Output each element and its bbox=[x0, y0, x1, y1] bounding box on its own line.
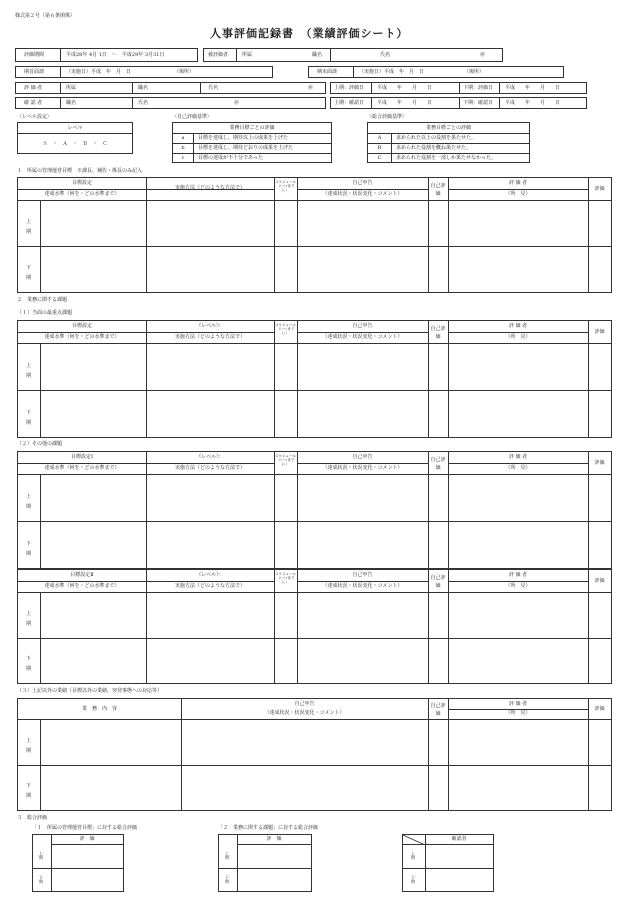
rating-header: 評価 bbox=[594, 578, 605, 584]
method-header: 実施方法（どのような方法で） bbox=[174, 185, 245, 191]
confirmer-box bbox=[15, 97, 326, 109]
other-task-2-table bbox=[17, 569, 612, 684]
first-half-label: 上期 bbox=[26, 610, 32, 627]
summary-2-caption: 「２ 業務に関する課題」に対する総合評価 bbox=[218, 825, 319, 831]
second-half-label: 下期 bbox=[26, 265, 32, 281]
goal-setting-header: 目標設定Ⅰ bbox=[71, 454, 93, 460]
section-2-heading: ２ 業務に関する課題 bbox=[17, 297, 68, 303]
achievement-header: 達成水準（何を・どの水準まで） bbox=[44, 465, 120, 471]
second-half-label: 下期 bbox=[26, 409, 32, 426]
work-content-header: 業 務 内 容 bbox=[81, 706, 117, 712]
opinion-header: （所 見） bbox=[505, 334, 531, 340]
method-header: 実施方法（どのような方法で） bbox=[174, 583, 245, 589]
summary-2-first-half: 上期 bbox=[225, 851, 229, 860]
section-2-2-heading: （２）その他の課題 bbox=[17, 441, 63, 447]
overall-criteria-grade: B bbox=[377, 145, 382, 151]
end-interview-label: 期末面談 bbox=[317, 69, 338, 75]
rating-header: 評価 bbox=[594, 186, 605, 192]
self-criteria-grade: b bbox=[181, 145, 185, 151]
evaluator-label: 評 価 者 bbox=[24, 85, 43, 91]
method-header: 実施方法（どのような方法で） bbox=[174, 465, 245, 471]
first-eval-date-value: 平成 年 月 日 bbox=[377, 85, 433, 91]
evaluator-job-title: 職名 bbox=[138, 85, 149, 91]
opinion-header: （所 見） bbox=[505, 583, 531, 589]
section-3-heading: ３ 総合評価 bbox=[17, 815, 48, 821]
evaluator-box bbox=[15, 82, 326, 94]
evaluator-seal: ㊞ bbox=[308, 85, 314, 91]
second-eval-date-label: 下期：評価日 bbox=[463, 85, 494, 91]
self-report-sub-header: （達成状況・状況変化・コメント） bbox=[264, 710, 345, 716]
second-half-label: 下期 bbox=[26, 656, 32, 673]
opinion-header: （所 見） bbox=[505, 465, 531, 471]
self-report-sub-header: （達成状況・状況変化・コメント） bbox=[322, 465, 403, 471]
self-criteria-header: 業務目標ごとの評価 bbox=[229, 125, 275, 131]
evaluator-header: 評 価 者 bbox=[508, 572, 528, 578]
section-2-3-heading: （３）上記以外の業績（目標以外の業績、突発事態への対応等） bbox=[17, 688, 163, 694]
confirmer-seal: ㊞ bbox=[234, 100, 240, 106]
overall-criteria-header: 業務目標ごとの評価 bbox=[425, 125, 471, 131]
level-setting-caption: 〈レベル設定〉 bbox=[17, 114, 53, 120]
first-half-label: 上期 bbox=[26, 493, 32, 510]
evaluatee-label: 被評価者 bbox=[208, 52, 229, 58]
start-interview-value: （実施日）平成 年 月 日 bbox=[66, 69, 132, 75]
evaluatee-box bbox=[203, 48, 503, 62]
end-interview-value: （実施日）平成 年 月 日 bbox=[359, 69, 425, 75]
self-report-sub-header: （達成状況・状況変化・コメント） bbox=[322, 191, 403, 197]
opinion-header: （所 見） bbox=[505, 191, 531, 197]
second-confirm-date-label: 下期：確認日 bbox=[463, 100, 494, 106]
self-report-sub-header: （達成状況・状況変化・コメント） bbox=[322, 334, 403, 340]
rating-header: 評価 bbox=[594, 329, 605, 335]
self-criteria-grade: a bbox=[181, 135, 185, 141]
summary-1-second-half: 下期 bbox=[39, 875, 43, 884]
overall-criteria-table bbox=[367, 122, 530, 163]
summary-2-second-half: 下期 bbox=[225, 875, 229, 884]
second-half-label: 下期 bbox=[26, 783, 32, 800]
opinion-header: （所 見） bbox=[505, 710, 531, 716]
rating-header: 評価 bbox=[594, 706, 605, 712]
first-eval-date-label: 上期：評価日 bbox=[334, 85, 365, 91]
other-task-1-table bbox=[17, 451, 612, 569]
achievement-header: 達成水準（何を・どの水準まで） bbox=[44, 583, 120, 589]
self-eval-header: 自己評価 bbox=[430, 575, 446, 589]
self-report-header: 自己申告 bbox=[352, 454, 373, 460]
first-confirm-date-value: 平成 年 月 日 bbox=[377, 100, 433, 106]
start-interview-box bbox=[15, 66, 273, 78]
summary-1-box bbox=[32, 834, 124, 892]
self-criteria-grade: c bbox=[181, 155, 185, 161]
evaluator-header: 評 価 者 bbox=[508, 701, 528, 707]
self-criteria-text: 目標を達成し、期待以上の成果を上げた bbox=[198, 135, 289, 141]
other-results-table bbox=[17, 698, 612, 811]
evaluation-dates-box bbox=[330, 82, 587, 94]
evaluator-header: 評 価 者 bbox=[508, 454, 528, 460]
first-confirm-date-label: 上期：確認日 bbox=[334, 100, 365, 106]
overall-criteria-text: 求められた以上の役割を果たせた。 bbox=[396, 135, 477, 141]
job-title-label: 職名 bbox=[312, 52, 323, 58]
level-setting-table bbox=[17, 122, 133, 154]
schedule-header: スケジュール（いつまでに） bbox=[275, 323, 296, 336]
affiliation-label: 所属 bbox=[242, 52, 253, 58]
second-eval-date-value: 平成 年 月 日 bbox=[505, 85, 561, 91]
level-header: レベル bbox=[67, 125, 83, 131]
evaluation-period-label: 評価期間 bbox=[24, 52, 45, 58]
self-eval-header: 自己評価 bbox=[430, 457, 446, 471]
section-1-heading: １ 所属の管理運営目標 ※課長、補佐・係長のみ記入 bbox=[17, 168, 143, 174]
self-criteria-caption: 〈自己評価基準〉 bbox=[172, 114, 213, 120]
page-title: 人事評価記録書 （業績評価シート） bbox=[210, 27, 409, 40]
evaluator-affiliation: 所属 bbox=[66, 85, 77, 91]
level-values: Ｓ ・ Ａ ・ Ｂ ・ Ｃ bbox=[42, 141, 108, 147]
confirmer-job-title: 職名 bbox=[66, 100, 77, 106]
self-criteria-text: 目標の達成が不十分であった bbox=[198, 155, 263, 161]
form-number: 様式第２号（第６条関係） bbox=[15, 13, 76, 19]
self-report-header: 自己申告 bbox=[352, 572, 373, 578]
overall-criteria-grade: A bbox=[377, 135, 382, 141]
summary-confirmer-first-half: 上期 bbox=[411, 851, 415, 860]
self-report-header: 自己申告 bbox=[352, 323, 373, 329]
level-field: 《レベル》： bbox=[196, 572, 224, 578]
end-interview-box bbox=[308, 66, 564, 78]
summary-confirmer-second-half: 下期 bbox=[411, 875, 415, 884]
self-eval-header: 自己評価 bbox=[430, 326, 446, 340]
section-2-1-heading: （１）当面の最重点課題 bbox=[17, 310, 73, 316]
rating-header: 評価 bbox=[594, 460, 605, 466]
overall-criteria-text: 求められた役割を概ね果たせた。 bbox=[396, 145, 472, 151]
evaluator-name: 氏名 bbox=[208, 85, 219, 91]
goal-setting-header: 目標設定 bbox=[71, 323, 92, 329]
self-eval-header: 自己評価 bbox=[430, 183, 446, 197]
goal-setting-header: 目標設定 bbox=[71, 180, 92, 186]
schedule-header: スケジュール（いつまでに） bbox=[275, 180, 296, 193]
confirmer-label: 確 認 者 bbox=[24, 100, 43, 106]
first-half-label: 上期 bbox=[26, 737, 32, 754]
start-interview-place: （場所） bbox=[174, 69, 195, 75]
management-goal-table bbox=[17, 177, 612, 293]
evaluation-period-box bbox=[15, 48, 198, 62]
self-report-sub-header: （達成状況・状況変化・コメント） bbox=[322, 583, 403, 589]
achievement-header: 達成水準（何を・どの水準まで） bbox=[44, 191, 120, 197]
overall-criteria-text: 求められた役割を一部しか果たせなかった。 bbox=[396, 155, 497, 161]
goal-setting-header: 目標設定Ⅱ bbox=[70, 572, 94, 578]
overall-criteria-caption: 〈総合評価基準〉 bbox=[367, 114, 408, 120]
method-header: 実施方法（どのような方法で） bbox=[174, 334, 245, 340]
summary-1-caption: 「１ 所属の管理運営目標」に対する総合評価 bbox=[32, 825, 138, 831]
summary-1-first-half: 上期 bbox=[39, 851, 43, 860]
schedule-header: スケジュール（いつまでに） bbox=[275, 454, 296, 467]
name-label: 氏名 bbox=[380, 52, 391, 58]
second-half-label: 下期 bbox=[26, 540, 32, 557]
achievement-header: 達成水準（何を・どの水準まで） bbox=[44, 334, 120, 340]
overall-criteria-grade: C bbox=[377, 155, 382, 161]
schedule-header: スケジュール（いつまでに） bbox=[275, 572, 296, 585]
evaluation-period-value: 平成28年 4月 1日 〜 平成29年 3月31日 bbox=[66, 52, 165, 58]
self-report-header: 自己申告 bbox=[352, 180, 373, 186]
confirmation-dates-box bbox=[330, 97, 587, 109]
level-field: 《レベル》： bbox=[196, 454, 224, 460]
self-eval-header: 自己評価 bbox=[430, 703, 446, 717]
summary-2-rating-header: 評 価 bbox=[266, 836, 282, 842]
evaluator-header: 評 価 者 bbox=[508, 180, 528, 186]
first-half-label: 上期 bbox=[26, 219, 32, 235]
seal-mark: ㊞ bbox=[480, 52, 486, 58]
first-half-label: 上期 bbox=[26, 362, 32, 379]
end-interview-place: （場所） bbox=[464, 69, 485, 75]
self-report-header: 自己申告 bbox=[294, 701, 315, 707]
confirmer-name: 氏名 bbox=[138, 100, 149, 106]
self-criteria-table bbox=[172, 122, 332, 163]
self-criteria-text: 目標を達成し、期待どおりの成果を上げた bbox=[198, 145, 294, 151]
second-confirm-date-value: 平成 年 月 日 bbox=[505, 100, 561, 106]
evaluator-header: 評 価 者 bbox=[508, 323, 528, 329]
priority-task-table bbox=[17, 320, 612, 438]
summary-1-rating-header: 評 価 bbox=[79, 836, 95, 842]
summary-confirmer-box bbox=[402, 834, 494, 892]
summary-confirmer-header: 確認者 bbox=[451, 836, 467, 842]
level-field: 《レベル》： bbox=[196, 323, 224, 329]
summary-2-box bbox=[218, 834, 312, 892]
start-interview-label: 期首面談 bbox=[24, 69, 45, 75]
